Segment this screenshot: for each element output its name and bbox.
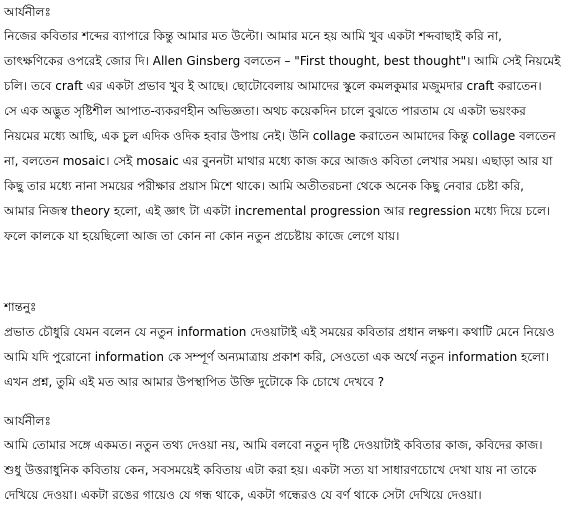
speaker-label: আর্যনীলঃ [4,5,51,19]
paragraph-line: প্রভাত চৌধুরি যেমন বলেন যে নতুন information দেওয়াটাই এই সময়ের কবিতার প্রধান লক্ষণ। কথাটি মেনে নিয়েও [4,325,555,339]
paragraph-line: ফলে কালকে যা হয়েছিলো আজ তা কোন না কোন নতুন প্রচেষ্টায় কাজে লেগে যায়। [4,229,400,243]
paragraph-line: শুধু উত্তরাধুনিক কবিতায় কেন, সবসময়েই কবিতায় এটা করা হয়। একটা সত্য যা সাধারণচোখে দেখা যায় না তাকে [4,463,537,477]
paragraph-line: না, বলতেন mosaic। সেই mosaic এর বুননটা মাথার মধ্যে কাজ করে আজও কবিতা লেখার সময়। এছাড়া আর যা [4,154,553,168]
paragraph-line: নিজের কবিতার শব্দের ব্যাপারে কিন্তু আমার মত উল্টো। আমার মনে হয় আমি খুব একটা শব্দবাছাই করি না, [4,29,502,43]
paragraph-line: এখন প্রশ্ন, তুমি এই মত আর আমার উপস্থাপিত উক্তি দুটোকে কি চোখে দেখবে ? [4,375,385,389]
speaker-label: শান্তনুঃ [4,300,37,314]
paragraph-line: সে এক অদ্ভুত সৃষ্টিশীল আপাত-ব্যকরণহীন অভিজ্ঞতা। অথচ কয়েকদিন চালে বুঝতে পারতাম যে একটা ভয়ংকর [4,104,526,118]
paragraph-line: আমি তোমার সঙ্গে একমত। নতুন তথ্য দেওয়া নয়, আমি বলবো নতুন দৃষ্টি দেওয়াটাই কবিতার কাজ, কবিদের কাজ। [4,438,543,452]
paragraph-line: দেখিয়ে দেওয়া। একটা রঙের গায়েও যে গন্ধ থাকে, একটা গন্ধেরও যে বর্ণ থাকে সেটা দেখিয়ে দেওয়া। [4,488,482,502]
paragraph-line: তাৎক্ষণিকের ওপরেই জোর দি। Allen Ginsberg বলতেন – "First thought, best thought"। আমি সেই নিয়মেই [4,54,561,68]
speaker-label: আর্যনীলঃ [4,414,51,428]
paragraph-line: নিয়মের মধ্যে আছি, এক চুল এদিক ওদিক হবার উপায় নেই। উনি collage করাতেন আমাদের কিন্তু collage বলতেন [4,129,556,143]
paragraph-line: কিছু তার মধ্যে নানা সময়ের পরীক্ষার প্রয়াস মিশে থাকে। আমি অতীতরচনা থেকে অনেক কিছু নেবার চেষ্টা করি, [4,179,524,193]
paragraph-line: আমি যদি পুরোনো information কে সম্পূর্ণ অন্যমাত্রায় প্রকাশ করি, সেওতো এক অর্থে নতুন information হলো। [4,350,549,364]
paragraph-line: আমার নিজস্ব theory হলো, এই জ্ঞাৎ টা একটা incremental progression আর regression মধ্যে দিয়ে চলে। [4,204,551,218]
paragraph-line: চলি। তবে craft এর একটা প্রভাব খুব ই আছে। ছোটোবেলায় আমাদের স্কুলে কমলকুমার মজুমদার craft করাতেন। [4,79,542,93]
